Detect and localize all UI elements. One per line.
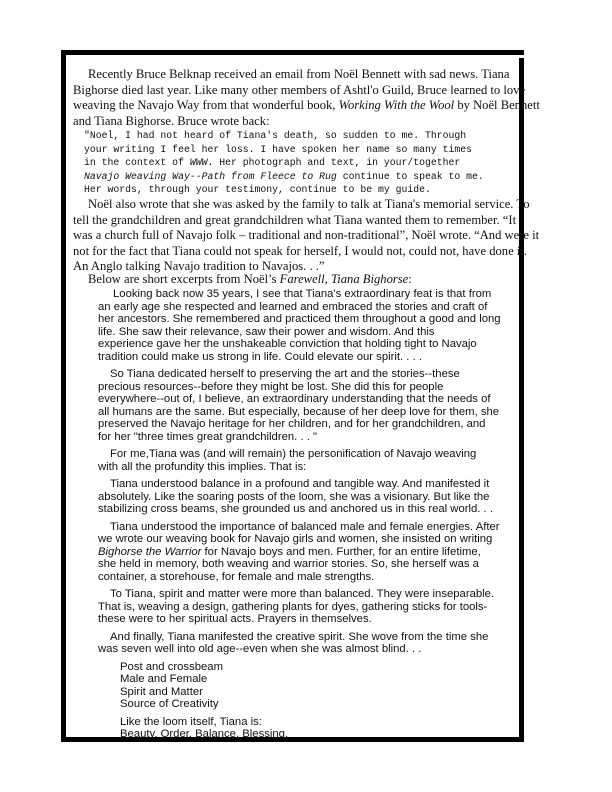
text-line [98,351,501,364]
text-line [98,533,501,546]
text-span: Tiana understood balance in a profound and tangible way. And manifested it [110,478,490,490]
text-line [98,601,501,614]
excerpt-paragraph [98,448,501,473]
text-line [120,661,501,674]
excerpt-paragraph [98,521,501,584]
intro-paragraph [73,67,540,129]
text-line [98,326,501,339]
text-line [73,213,539,229]
text-line [98,381,501,394]
text-span: was seven well into old age--even when she was almost blind. . . [98,643,422,655]
italic-title-text: Bighorse the Warrior [98,545,202,558]
text-span: Recently Bruce Belknap received an email from Noël Bennett with sad news. Tiana [88,67,510,81]
text-span: for Navajo boys and men. Further, for an entire lifetime, [201,545,481,558]
text-line [84,170,484,184]
frame-border-left [61,50,66,742]
text-span: preserved the Navajo heritage for her children, and for her grandchildren, and [98,418,486,430]
text-line [98,521,501,534]
text-line [98,418,501,431]
text-span: her ancestors. She remembered and practiced them throughout a good and long [98,313,501,325]
text-line [98,448,501,461]
text-span: Source of Creativity [120,698,219,710]
text-span: Her words, through your testimony, continue to be my guide. [84,184,431,195]
text-span: Like the loom itself, Tiana is: [120,715,262,728]
text-line [120,686,501,699]
text-span: An Anglo talking Navajo tradition to Navajos. . .” [73,259,325,273]
text-line [120,728,501,741]
text-line [98,613,501,626]
text-span: tell the grandchildren and great grandchildren what Tiana wanted them to remember. “It [73,212,517,227]
text-line [84,183,484,197]
email-quote [84,129,484,197]
text-span: by Noël Bennett [454,98,540,112]
text-span: was a church full of Navajo folk – traditional and non-traditional”, Noël wrote. “And were it [73,228,540,242]
text-line [73,83,540,99]
text-line [98,631,501,644]
text-line [98,301,501,314]
text-span: Spirit and Matter [120,685,203,698]
text-span: she held in memory, both weaving and warrior stories. So, she herself was a [98,558,479,570]
text-line [73,272,412,288]
text-line [98,588,501,601]
text-span: "Noel, I had not heard of Tiana's death, so sudden to me. Through [84,130,467,141]
text-span: all humans are the same. But especially, because of her deep love for them, she [98,405,500,418]
text-span: absolutely. Like the soaring posts of the loom, she was a visionary. But like the [98,490,490,503]
text-span: with all the profundity this implies. That is: [98,460,307,473]
text-span: : [408,272,412,286]
text-span: your writing I feel her loss. I have spoken her name so many times [84,143,473,155]
excerpt-paragraph [98,288,501,363]
text-span: Beauty. Order. Balance. Blessing. [120,728,289,740]
text-span: these were to her spiritual acts. Prayers in themselves. [98,613,372,625]
excerpts-intro [73,272,412,288]
text-span: Noël also wrote that she was asked by the family to talk at Tiana's memorial service. To [88,197,530,211]
text-line [98,503,501,516]
text-line [98,546,501,559]
text-span: . Her photograph and text, in your/together [207,157,461,168]
frame-border-right [519,58,524,742]
text-span: So Tiana dedicated herself to preserving the art and the stories--these [110,368,460,380]
text-line [73,98,540,114]
excerpt-paragraph [98,478,501,516]
text-span: Below are short excerpts from Noël’s [88,272,280,286]
text-span: continue to speak to me. [336,170,484,182]
text-span: for her "three times great grandchildren. . . " [98,430,317,443]
text-line [84,156,484,170]
closing-lines [98,716,501,741]
text-span: an early age she respected and learned and embraced the stories and craft of [98,300,488,313]
text-span: tradition could make us strong in life. Could elevate our spirit. . . . [98,350,423,363]
text-line [98,461,501,474]
text-line [84,143,484,157]
text-line [84,129,484,143]
text-line [120,698,501,711]
text-span: That is, weaving a design, gathering plants for dyes, gathering sticks for tools- [98,600,488,613]
text-span: and Tiana Bighorse. Bruce wrote back: [73,113,270,128]
text-span: Bighorse died last year. Like many other members of Ashtl'o Guild, Bruce learned to love [73,82,526,97]
text-span: Tiana understood the importance of balanced male and female energies. After [110,520,500,533]
excerpt-paragraph [98,631,501,656]
text-line [98,478,501,491]
text-line [73,228,539,244]
text-line [98,338,501,351]
text-line [98,288,501,301]
text-span: Post and crossbeam [120,660,223,673]
text-line [73,197,539,213]
text-line [98,393,501,406]
italic-title-text: Farewell, Tiana Bighorse [279,272,409,286]
summary-list [98,661,501,711]
text-span: we wrote our weaving book for Navajo girls and women, she insisted on writing [98,533,493,545]
italic-title-text: WWW [189,157,208,168]
text-span: Male and Female [120,673,208,685]
text-span: To Tiana, spirit and matter were more than balanced. They were inseparable. [110,588,495,600]
text-line [73,244,539,260]
text-span: Looking back now 35 years, I see that Tiana's extraordinary feat is that from [113,288,492,300]
italic-title-text: Working With the Wool [338,98,455,112]
text-line [98,491,501,504]
text-line [120,673,501,686]
text-span: stabilizing cross beams, she grounded us and anchored us in this real world. . . [98,503,493,515]
text-span: weaving the Navajo Way from that wonderful book, [73,98,339,112]
text-line [98,571,501,584]
text-span: not for the fact that Tiana could not speak for herself, I would not, could not, have done it. [73,243,527,258]
text-span: experience gave her the unshakeable conviction that holding tight to Navajo [98,338,477,350]
text-line [73,67,540,83]
excerpt-paragraph [98,588,501,626]
italic-title-text: Navajo Weaving Way--Path from Fleece to Rug [84,170,337,182]
text-line [98,368,501,381]
memorial-paragraph [73,197,539,275]
frame-border-top [61,50,524,55]
text-line [98,406,501,419]
text-line [98,643,501,656]
text-span: container, a storehouse, for female and male strengths. [98,570,375,583]
text-span: precious resources--before they might be lost. She did this for people [98,380,444,393]
text-span: life. She saw their relevance, saw their power and wisdom. And this [98,325,435,338]
text-line [98,313,501,326]
excerpt-paragraph [98,368,501,443]
text-line [98,431,501,444]
text-span: For me,Tiana was (and will remain) the personification of Navajo weaving [110,448,477,460]
text-span: in the context of [84,157,190,168]
text-span: everywhere--out of, I believe, an extraordinary understanding that the needs of [98,393,491,405]
farewell-excerpts [98,288,501,741]
text-line [120,716,501,729]
text-span: And finally, Tiana manifested the creative spirit. She wove from the time she [110,630,489,643]
text-line [73,114,540,130]
excerpt-paragraphs [98,288,501,656]
text-line [98,558,501,571]
